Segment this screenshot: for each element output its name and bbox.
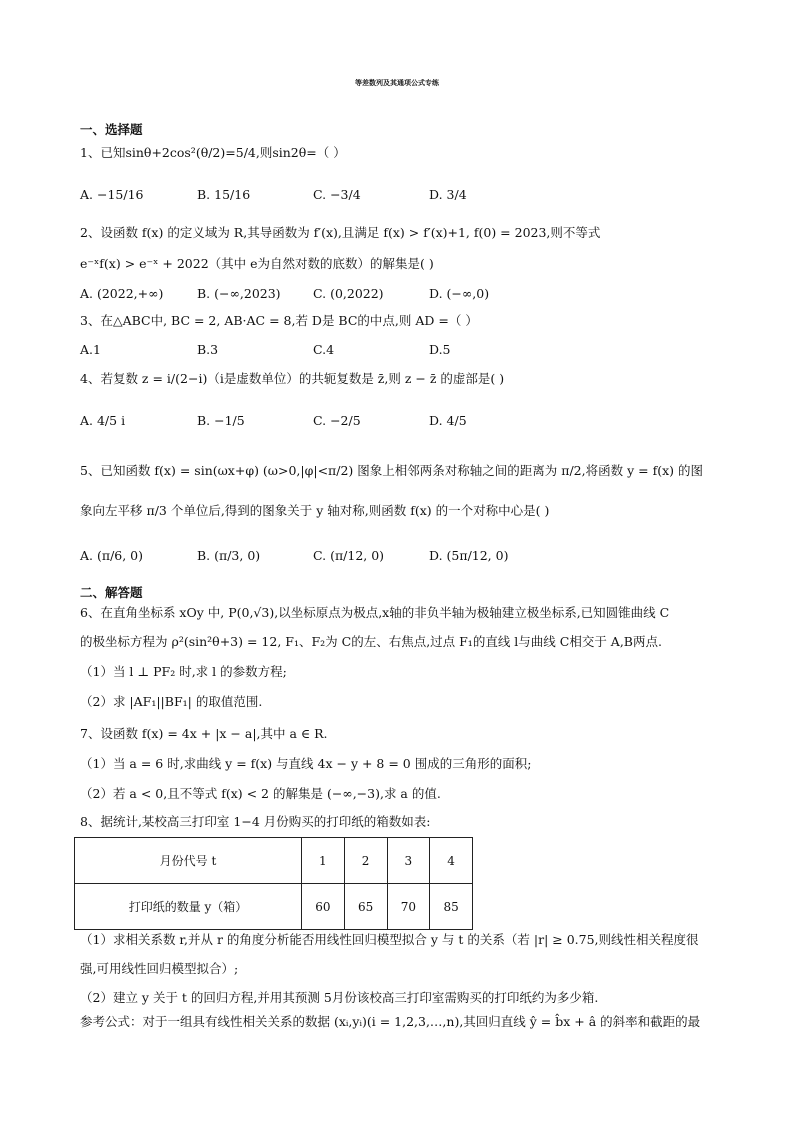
q1-option-c: C. −3/4 — [313, 187, 361, 202]
table-cell: 65 — [344, 884, 387, 930]
q5-option-c: C. (π/12, 0) — [313, 548, 385, 563]
table-row-header-quantity: 打印纸的数量 y（箱） — [75, 884, 302, 930]
q2-option-b: B. (−∞,2023) — [197, 286, 281, 301]
q7-line1: 7、设函数 f(x) = 4x + |x − a|,其中 a ∈ R. — [80, 726, 328, 741]
q4-option-b: B. −1/5 — [197, 413, 245, 428]
q5-option-d: D. (5π/12, 0) — [429, 548, 509, 563]
q4-stem: 4、若复数 z = i/(2−i)（i是虚数单位）的共轭复数是 z̄,则 z − z̄ 的虚部是( ) — [80, 371, 505, 386]
q7-part2: （2）若 a < 0,且不等式 f(x) < 2 的解集是 (−∞,−3),求 a 的值. — [80, 786, 441, 801]
q3-option-d: D.5 — [429, 342, 451, 357]
q1-stem: 1、已知sinθ+2cos²(θ/2)=5/4,则sin2θ=（ ） — [80, 145, 346, 160]
q2-option-c: C. (0,2022) — [313, 286, 384, 301]
q6-line2: 的极坐标方程为 ρ²(sin²θ+3) = 12, F₁、F₂为 C的左、右焦点,过点 F₁的直线 l与曲线 C相交于 A,B两点. — [80, 634, 662, 649]
q6-part1: （1）当 l ⊥ PF₂ 时,求 l 的参数方程; — [80, 664, 287, 679]
q1-option-b: B. 15/16 — [197, 187, 251, 202]
q3-option-b: B.3 — [197, 342, 219, 357]
page-title: 等差数列及其通项公式专练 — [355, 79, 439, 87]
q8-part1-line2: 强,可用线性回归模型拟合）; — [80, 961, 239, 976]
q8-part1-line1: （1）求相关系数 r,并从 r 的角度分析能否用线性回归模型拟合 y 与 t 的关系（若 |r| ≥ 0.75,则线性相关程度很 — [80, 932, 699, 947]
q2-stem-line1: 2、设函数 f(x) 的定义域为 R,其导函数为 f′(x),且满足 f(x) > f′(x)+1, f(0) = 2023,则不等式 — [80, 225, 601, 240]
table-row-header-month: 月份代号 t — [75, 838, 302, 884]
q3-option-c: C.4 — [313, 342, 335, 357]
table-row — [75, 838, 473, 884]
q4-option-d: D. 4/5 — [429, 413, 467, 428]
q5-stem-line2: 象向左平移 π/3 个单位后,得到的图象关于 y 轴对称,则函数 f(x) 的一个对称中心是( ) — [80, 503, 550, 518]
table-cell: 60 — [302, 884, 345, 930]
q8-reference-formula: 参考公式：对于一组具有线性相关关系的数据 (xᵢ,yᵢ)(i = 1,2,3,…,n),其回归直线 ŷ = b̂x + â 的斜率和截距的最 — [80, 1014, 701, 1029]
q2-option-a: A. (2022,+∞) — [80, 286, 164, 301]
table-row — [75, 884, 473, 930]
q5-option-b: B. (π/3, 0) — [197, 548, 261, 563]
q8-part2: （2）建立 y 关于 t 的回归方程,并用其预测 5月份该校高三打印室需购买的打印纸约为多少箱. — [80, 990, 599, 1005]
table-cell: 85 — [430, 884, 473, 930]
table-cell: 2 — [344, 838, 387, 884]
q3-option-a: A.1 — [80, 342, 101, 357]
table-cell: 70 — [387, 884, 430, 930]
q3-stem: 3、在△ABC中, BC = 2, AB·AC = 8,若 D是 BC的中点,则 AD =（ ） — [80, 313, 478, 328]
q5-option-a: A. (π/6, 0) — [80, 548, 144, 563]
table-cell: 3 — [387, 838, 430, 884]
section-choice-heading: 一、选择题 — [80, 122, 143, 137]
print-paper-table — [74, 837, 473, 930]
q1-option-d: D. 3/4 — [429, 187, 467, 202]
table-cell: 4 — [430, 838, 473, 884]
q6-part2: （2）求 |AF₁||BF₁| 的取值范围. — [80, 694, 263, 709]
q4-option-c: C. −2/5 — [313, 413, 361, 428]
q1-option-a: A. −15/16 — [80, 187, 144, 202]
q4-option-a: A. 4/5 i — [80, 413, 126, 428]
q5-stem-line1: 5、已知函数 f(x) = sin(ωx+φ) (ω>0,|φ|<π/2) 图象上相邻两条对称轴之间的距离为 π/2,将函数 y = f(x) 的图 — [80, 463, 703, 478]
q2-option-d: D. (−∞,0) — [429, 286, 490, 301]
q8-line1: 8、据统计,某校高三打印室 1−4 月份购买的打印纸的箱数如表: — [80, 814, 431, 829]
q7-part1: （1）当 a = 6 时,求曲线 y = f(x) 与直线 4x − y + 8 = 0 围成的三角形的面积; — [80, 756, 532, 771]
table-cell: 1 — [302, 838, 345, 884]
section-answer-heading: 二、解答题 — [80, 585, 143, 600]
q6-line1: 6、在直角坐标系 xOy 中, P(0,√3),以坐标原点为极点,x轴的非负半轴为极轴建立极坐标系,已知圆锥曲线 C — [80, 605, 670, 620]
q2-stem-line2: e⁻ˣf(x) > e⁻ˣ + 2022（其中 e为自然对数的底数）的解集是( ) — [80, 256, 434, 271]
